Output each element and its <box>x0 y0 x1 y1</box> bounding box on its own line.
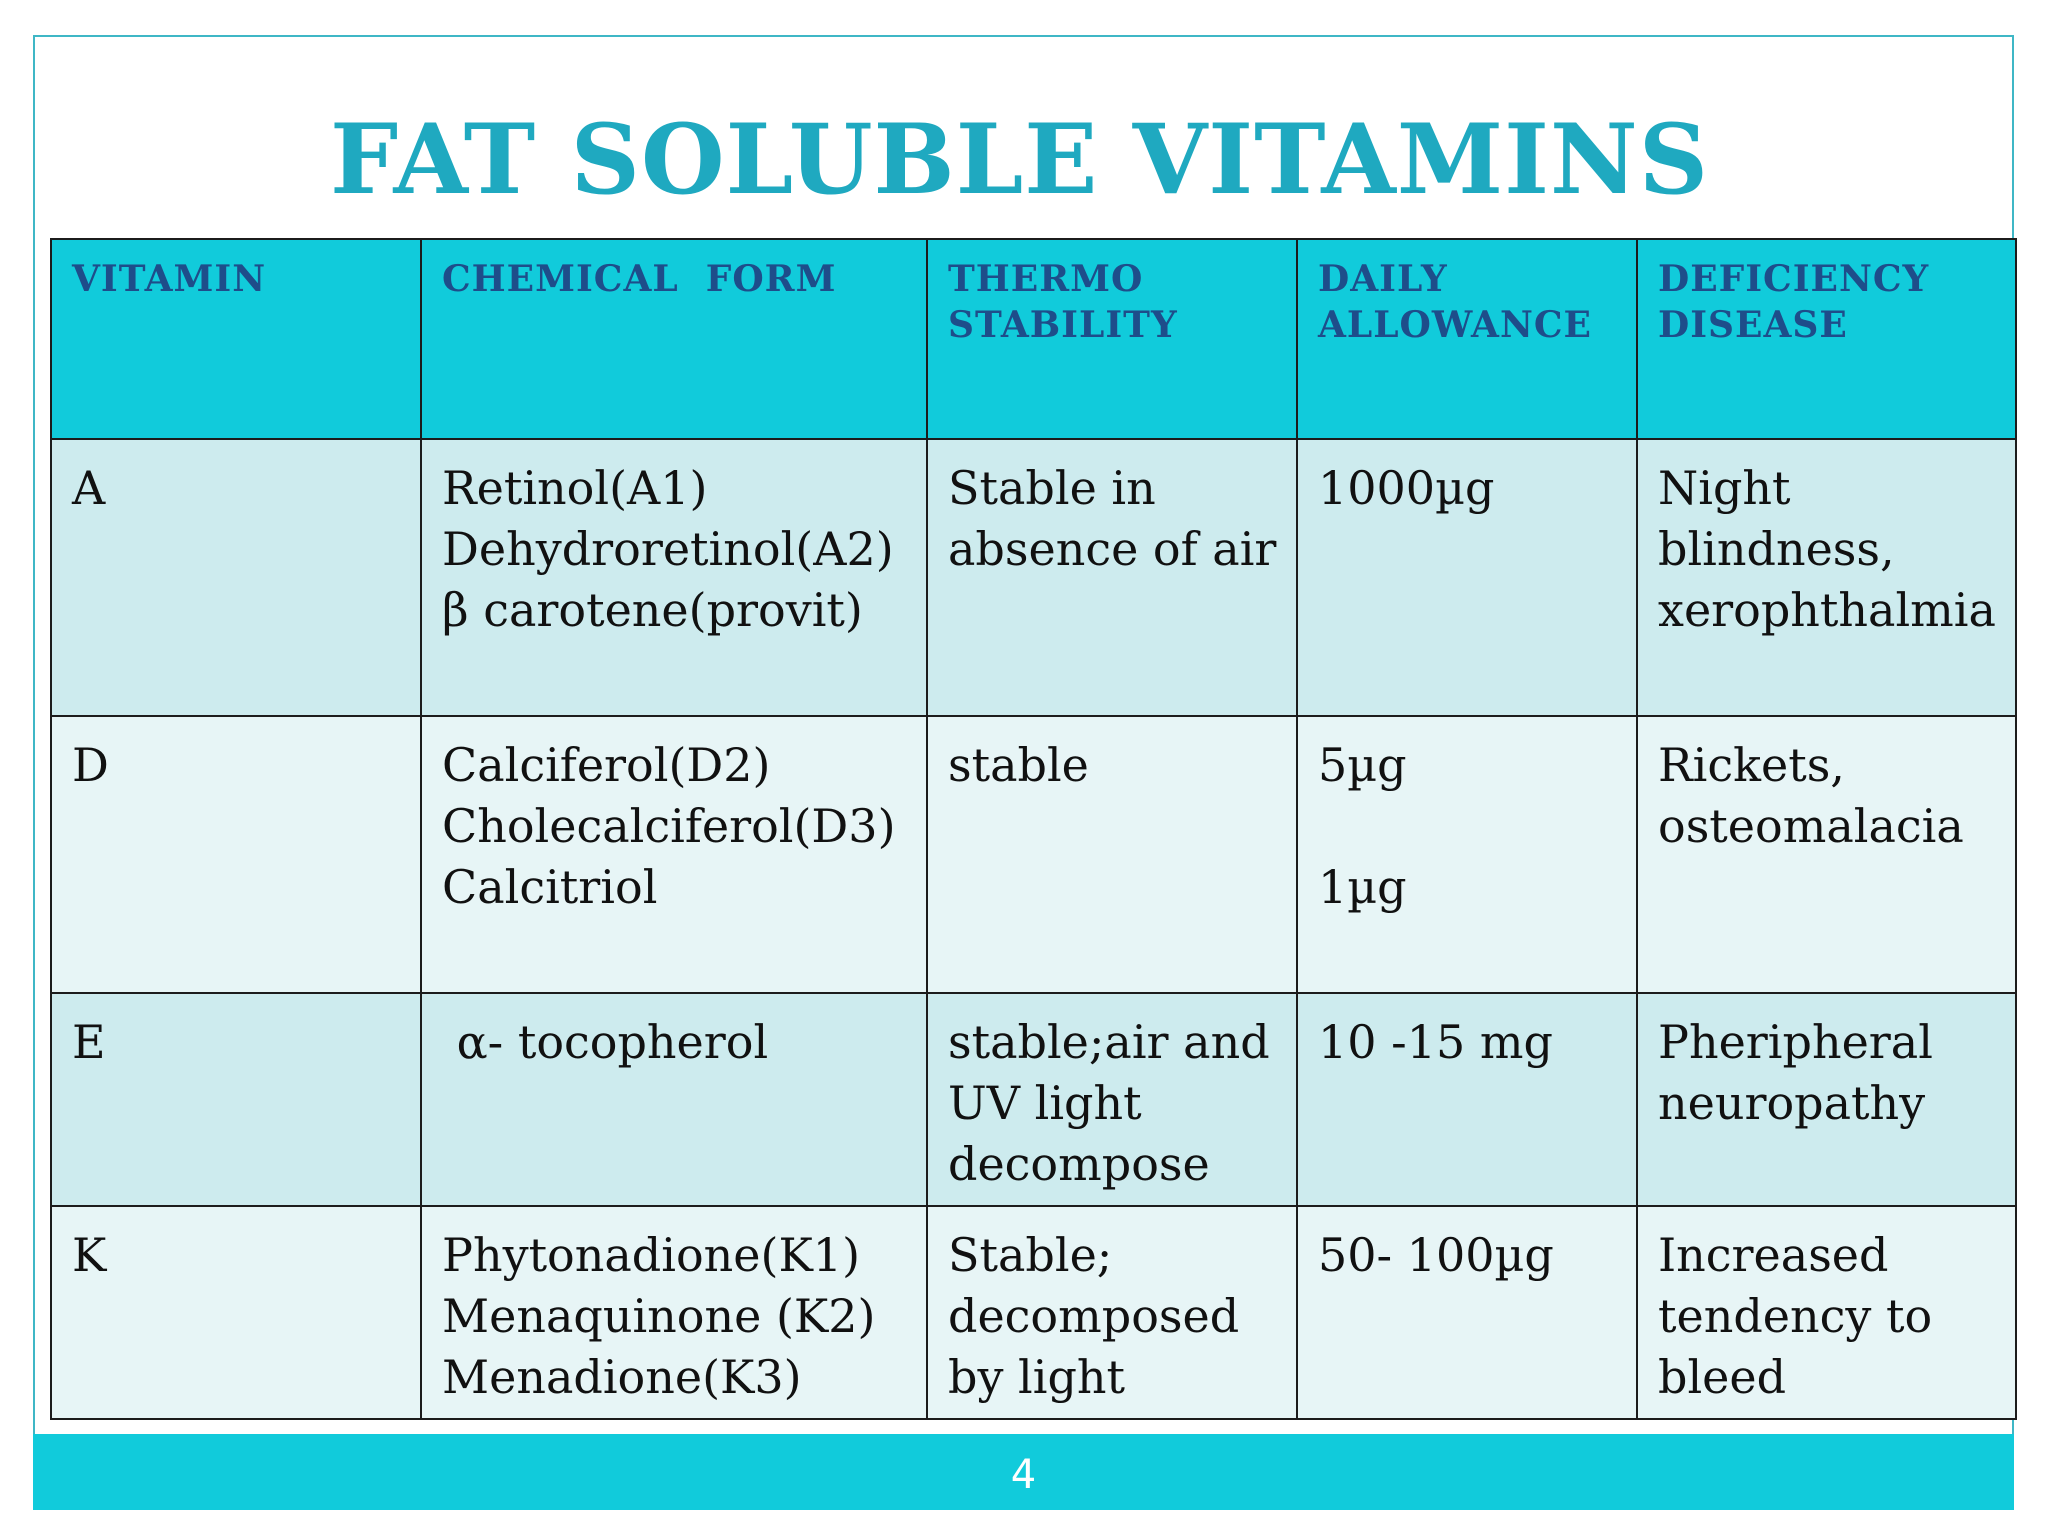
header-line: CHEMICAL FORM <box>442 258 837 300</box>
cell-daily-allowance <box>1297 993 1637 1206</box>
cell-thermo-stability <box>927 993 1297 1206</box>
cell-line: α- tocopherol <box>442 1015 769 1069</box>
cell-line: stable <box>948 738 1089 792</box>
cell-line: D <box>72 738 109 792</box>
cell-line: Calcitriol <box>442 860 658 914</box>
table-row <box>51 1206 2016 1419</box>
cell-line: decomposed <box>948 1289 1240 1343</box>
cell-thermo-stability <box>927 439 1297 716</box>
footer-bar <box>33 1434 2014 1510</box>
table-row <box>51 439 2016 716</box>
cell-line: decompose <box>948 1137 1210 1191</box>
cell-line: 50- 100µg <box>1318 1228 1554 1282</box>
cell-line: A <box>72 461 106 515</box>
table-header-row <box>51 239 2016 439</box>
cell-line: Night <box>1658 461 1791 515</box>
cell-line: 5µg <box>1318 738 1407 792</box>
cell-line: Stable in <box>948 461 1156 515</box>
cell-chemical-form <box>421 439 927 716</box>
cell-chemical-form <box>421 1206 927 1419</box>
header-line: ALLOWANCE <box>1318 304 1592 346</box>
cell-line: Phytonadione(K1) <box>442 1228 861 1282</box>
cell-line: Stable; <box>948 1228 1113 1282</box>
header-line: DAILY <box>1318 258 1448 300</box>
header-line: STABILITY <box>948 304 1178 346</box>
cell-line: absence of air <box>948 522 1277 576</box>
cell-deficiency-disease <box>1637 993 2016 1206</box>
cell-line: neuropathy <box>1658 1076 1926 1130</box>
cell-line: Retinol(A1) <box>442 461 708 515</box>
cell-line: E <box>72 1015 106 1069</box>
cell-chemical-form <box>421 716 927 993</box>
header-deficiency-disease <box>1637 239 2016 439</box>
header-chemical-form <box>421 239 927 439</box>
header-thermo-stability <box>927 239 1297 439</box>
cell-line: tendency to <box>1658 1289 1933 1343</box>
cell-line: UV light <box>948 1076 1142 1130</box>
cell-daily-allowance <box>1297 439 1637 716</box>
cell-line: 1000µg <box>1318 461 1495 515</box>
cell-line: 10 -15 mg <box>1318 1015 1553 1069</box>
cell-line: xerophthalmia <box>1658 583 1996 637</box>
cell-line: β carotene(provit) <box>442 583 863 637</box>
cell-deficiency-disease <box>1637 1206 2016 1419</box>
cell-line: stable;air and <box>948 1015 1270 1069</box>
table-row <box>51 716 2016 993</box>
slide-title: FAT SOLUBLE VITAMINS <box>330 103 1710 216</box>
table-row <box>51 993 2016 1206</box>
cell-line: bleed <box>1658 1350 1787 1404</box>
cell-deficiency-disease <box>1637 716 2016 993</box>
cell-vitamin <box>51 439 421 716</box>
header-line: VITAMIN <box>72 258 267 300</box>
header-daily-allowance <box>1297 239 1637 439</box>
cell-daily-allowance <box>1297 716 1637 993</box>
cell-line: by light <box>948 1350 1126 1404</box>
cell-line: K <box>72 1228 107 1282</box>
header-vitamin <box>51 239 421 439</box>
cell-line: Menaquinone (K2) <box>442 1289 876 1343</box>
cell-vitamin <box>51 993 421 1206</box>
cell-deficiency-disease <box>1637 439 2016 716</box>
cell-line: Menadione(K3) <box>442 1350 802 1404</box>
header-line: DISEASE <box>1658 304 1848 346</box>
cell-line: Calciferol(D2) <box>442 738 771 792</box>
page-number: 4 <box>1010 1452 1037 1498</box>
cell-daily-allowance <box>1297 1206 1637 1419</box>
cell-line: Pheripheral <box>1658 1015 1933 1069</box>
cell-line: Cholecalciferol(D3) <box>442 799 896 853</box>
header-line: DEFICIENCY <box>1658 258 1930 300</box>
cell-line: blindness, <box>1658 522 1895 576</box>
cell-line: Rickets, <box>1658 738 1845 792</box>
cell-line: Increased <box>1658 1228 1889 1282</box>
cell-vitamin <box>51 716 421 993</box>
cell-line: osteomalacia <box>1658 799 1964 853</box>
cell-line: Dehydroretinol(A2) <box>442 522 894 576</box>
vitamin-table <box>50 238 2017 1420</box>
cell-vitamin <box>51 1206 421 1419</box>
cell-line: 1µg <box>1318 860 1407 914</box>
cell-spacer <box>1318 796 1616 857</box>
header-line: THERMO <box>948 258 1144 300</box>
cell-thermo-stability <box>927 1206 1297 1419</box>
cell-thermo-stability <box>927 716 1297 993</box>
cell-chemical-form <box>421 993 927 1206</box>
